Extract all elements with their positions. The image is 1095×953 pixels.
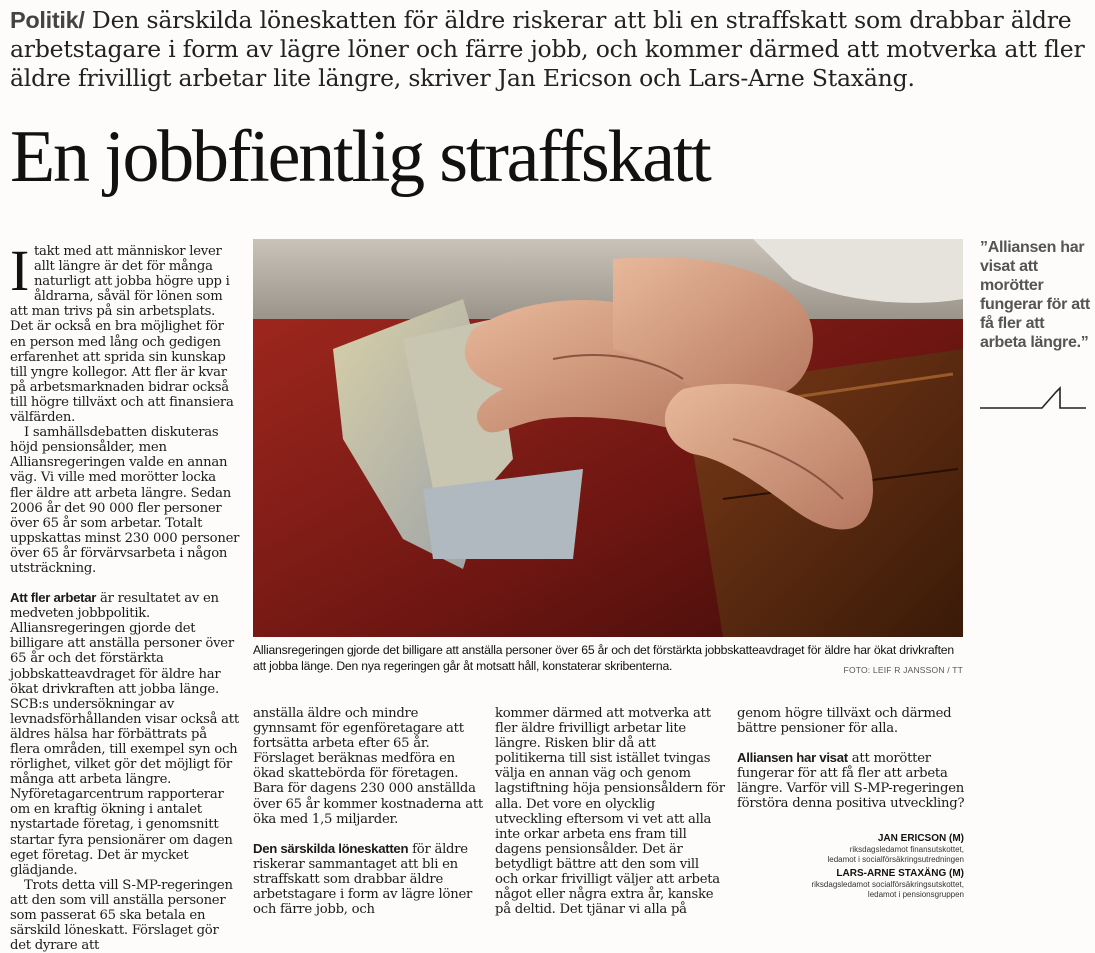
body-column-2 — [253, 706, 483, 917]
author-name: LARS-ARNE STAXÄNG (M) — [836, 868, 964, 879]
paragraph: I samhällsdebatten diskuteras höjd pensionsålder, men Alliansregeringen valde en annan väg. Vi ville med morötter locka fler äldre att arbeta längre. Sedan 2006 år det 90 000 fler personer över 65 år som arbetar. Totalt uppskattas minst 230 000 personer över 65 år förvärvsarbeta i någon utsträckning. — [10, 425, 240, 576]
paragraph-lead: Den särskilda löneskatten — [253, 840, 409, 856]
author-role: riksdagsledamot finansutskottet, — [849, 845, 964, 854]
author-role: riksdagsledamot socialförsäkringsutskottet, — [811, 880, 964, 889]
photo-caption — [253, 642, 963, 678]
author-name: JAN ERICSON (M) — [877, 833, 964, 844]
section-label: Politik — [10, 7, 79, 33]
body-column-3 — [495, 706, 725, 917]
drop-cap: I — [10, 238, 30, 303]
body-column-1 — [10, 238, 240, 953]
caption-text: Alliansregeringen gjorde det billigare att anställa personer över 65 år och det förstärkta jobbskatteavdraget för äldre har ökat drivkraften att jobba länge. Den nya regeringen går åt motsatt håll, konstaterar skribenterna. — [253, 643, 954, 673]
paragraph: Den särskilda löneskatten för äldre riskerar sammantaget att bli en straffskatt som drabbar äldre arbetstagare i form av lägre löner och färre jobb, och — [253, 840, 473, 918]
signature-lars-arne-staxang — [811, 868, 964, 900]
paragraph-lead: Alliansen har visat — [737, 750, 848, 766]
paragraph: Trots detta vill S-MP-regeringen att den som vill anställa personer som passerat 65 ska betala en särskild löneskatt. Förslaget gör det dyrare att — [10, 877, 233, 953]
paragraph: Att fler arbetar är resultatet av en medveten jobbpolitik. Alliansregeringen gjorde det billigare att anställa personer över 65 år och det förstärkta jobbskatteavdraget för äldre har ökat drivkraften att jobba länge. SCB:s undersökningar av levnadsförhållanden visar också att äldres hälsa har förbättrats på flera områden, till exempel syn och rörlighet, vilket gör det möjligt för många att arbeta längre. Nyföretagarcentrum rapporterar om en kraftig ökning i antalet nystartade företag, i genomsnitt startar fyra pensionärer om dagen eget företag. Det är mycket glädjande. — [10, 590, 239, 878]
paragraph: Itakt med att människor lever allt längre är det för många naturligt att jobba högre upp i åldrarna, såväl för lönen som att man trivs på sin arbetsplats. Det är också en bra möjlighet för en person med lång och gedigen erfarenhet att sprida sin kunskap till yngre kollegor. Att fler är kvar på arbetsmarknaden bidrar också till högre tillväxt och att finansiera välfärden. — [10, 238, 234, 426]
author-role: ledamot i pensionsgruppen — [867, 890, 964, 899]
headline: En jobbfientlig straffskatt — [10, 116, 710, 198]
section-separator: / — [78, 7, 85, 33]
author-role: ledamot i socialförsäkringsutredningen — [827, 855, 964, 864]
paragraph: kommer därmed att motverka att fler äldre frivilligt arbetar lite längre. Risken blir då att politikerna till sist istället tvingas välja en annan väg och genom lagstiftning höja pensionsåldern för alla. Det vore en olycklig utveckling eftersom vi vet att alla inte orkar arbeta ens fram till dagens pensionsålder. Det är betydligt bättre att den som vill och orkar frivilligt väljer att arbeta något eller några extra år, kanske på deltid. Det tjänar vi alla på — [495, 706, 725, 918]
article-ingress — [10, 6, 1085, 93]
pull-quote: ”Alliansen har visat att morötter fungerar för att få fler att arbeta längre.” — [980, 239, 1090, 351]
signature-jan-ericson — [827, 833, 964, 865]
paragraph: Alliansen har visat att morötter fungerar för att få fler att arbeta längre. Varför vill S-MP-regeringen förstöra denna positiva utveckling? — [737, 750, 965, 812]
pull-quote-rule-icon — [980, 384, 1086, 412]
paragraph: anställa äldre och mindre gynnsamt för egenföretagare att fortsätta arbeta efter 65 år. Förslaget beräknas medföra en ökad skattebörda för företagen. Bara för dagens 230 000 anställda över 65 år kommer kostnaderna att öka med 1,5 miljarder. — [253, 706, 483, 827]
paragraph-lead: Att fler arbetar — [10, 590, 97, 606]
photo-credit: FOTO: LEIF R JANSSON / TT — [843, 665, 963, 675]
article-photo — [253, 239, 963, 637]
hands-holding-banknotes-image — [253, 239, 963, 637]
paragraph: genom högre tillväxt och därmed bättre pensioner för alla. — [737, 706, 952, 737]
ingress-text: Den särskilda löneskatten för äldre riskerar att bli en straffskatt som drabbar äldre arbetstagare i form av lägre löner och färre jobb, och kommer därmed att motverka att fler äldre frivilligt arbetar lite längre, skriver Jan Ericson och Lars-Arne Staxäng. — [10, 6, 1085, 92]
body-column-4 — [737, 706, 967, 812]
